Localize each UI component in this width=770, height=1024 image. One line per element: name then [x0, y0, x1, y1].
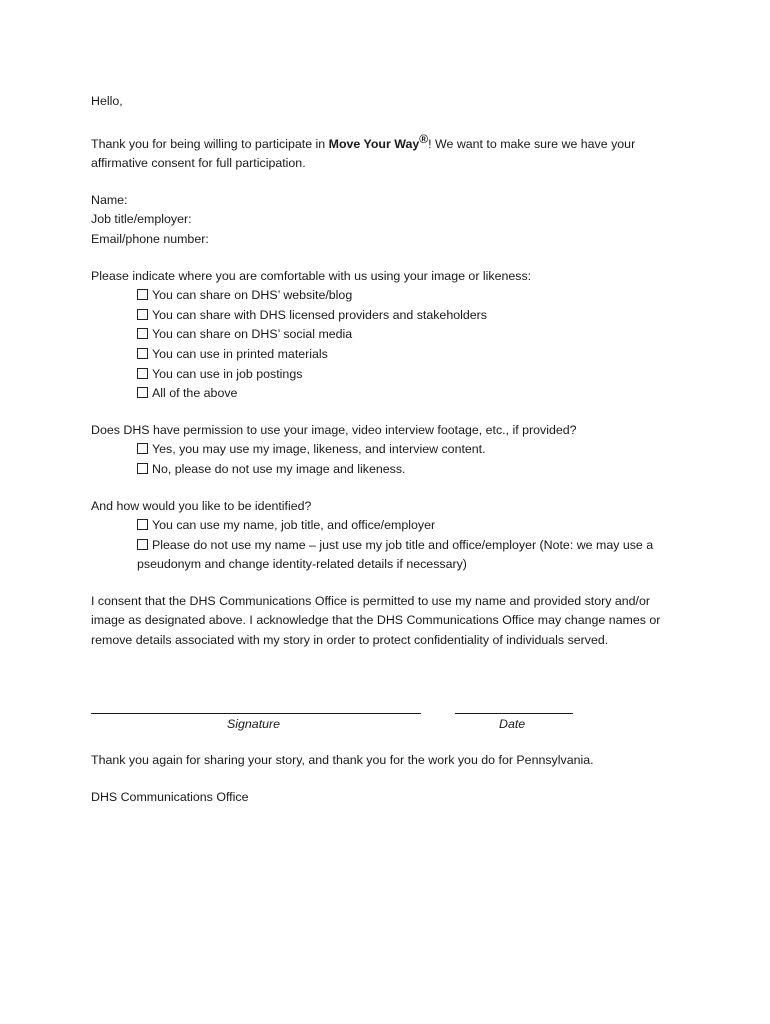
checkbox-option[interactable]: You can share on DHS’ website/blog: [137, 286, 691, 306]
image-usage-section: [91, 267, 691, 404]
checkbox-icon[interactable]: [137, 368, 148, 379]
checkbox-icon[interactable]: [137, 289, 148, 300]
signature-row: [91, 695, 691, 735]
image-usage-question: Please indicate where you are comfortable with us using your image or likeness:: [91, 268, 532, 283]
name-field[interactable]: Name:: [91, 192, 128, 207]
checkbox-icon[interactable]: [137, 348, 148, 359]
checkbox-option[interactable]: You can share with DHS licensed providers and stakeholders: [137, 306, 691, 326]
greeting: Hello,: [91, 94, 123, 108]
checkbox-icon[interactable]: [137, 539, 148, 550]
checkbox-option[interactable]: You can use in printed materials: [137, 345, 691, 365]
checkbox-icon[interactable]: [137, 309, 148, 320]
checkbox-icon[interactable]: [137, 328, 148, 339]
closing-text: Thank you again for sharing your story, and thank you for the work you do for Pennsylvania.: [91, 752, 594, 767]
checkbox-option[interactable]: Please do not use my name – just use my job title and office/employer (Note: we may use a pseudonym and change identity-related details if necessary): [137, 537, 654, 572]
identification-options: [91, 516, 677, 575]
checkbox-option[interactable]: You can use in job postings: [137, 365, 691, 385]
date-label: Date: [499, 716, 526, 731]
identification-section: [91, 497, 691, 575]
checkbox-option[interactable]: You can share on DHS’ social media: [137, 325, 691, 345]
consent-form: [91, 92, 691, 808]
signoff: DHS Communications Office: [91, 790, 249, 805]
permission-section: [91, 421, 691, 480]
intro-after: ! We want to make sure we have your affirmative consent for full participation.: [91, 136, 636, 171]
signature-label: Signature: [227, 716, 281, 731]
checkbox-icon[interactable]: [137, 387, 148, 398]
checkbox-option[interactable]: No, please do not use my image and likeness.: [137, 460, 691, 480]
checkbox-icon[interactable]: [137, 443, 148, 454]
contact-fields: [91, 191, 691, 250]
brand-name: Move Your Way: [328, 136, 420, 151]
job-title-field[interactable]: Job title/employer:: [91, 212, 192, 227]
identification-question: And how would you like to be identified?: [91, 498, 312, 513]
permission-options: [91, 440, 691, 479]
permission-question: Does DHS have permission to use your image, video interview footage, etc., if provided?: [91, 422, 577, 437]
checkbox-option[interactable]: Yes, you may use my image, likeness, and interview content.: [137, 440, 691, 460]
checkbox-option[interactable]: You can use my name, job title, and office/employer: [137, 516, 677, 536]
intro-before: Thank you for being willing to participate in: [91, 136, 329, 151]
image-usage-options: [91, 286, 691, 404]
intro-paragraph: [91, 130, 671, 174]
checkbox-icon[interactable]: [137, 519, 148, 530]
checkbox-option[interactable]: All of the above: [137, 384, 691, 404]
email-phone-field[interactable]: Email/phone number:: [91, 231, 209, 246]
signature-line[interactable]: [91, 695, 421, 714]
date-line[interactable]: [455, 695, 573, 714]
consent-statement: I consent that the DHS Communications Office is permitted to use my name and provided story and/or image as designated above. I acknowledge that the DHS Communications Office may change names or remove details associated with my story in order to protect confidentiality of individuals served.: [91, 593, 661, 648]
checkbox-icon[interactable]: [137, 463, 148, 474]
registered-mark: ®: [419, 131, 429, 146]
